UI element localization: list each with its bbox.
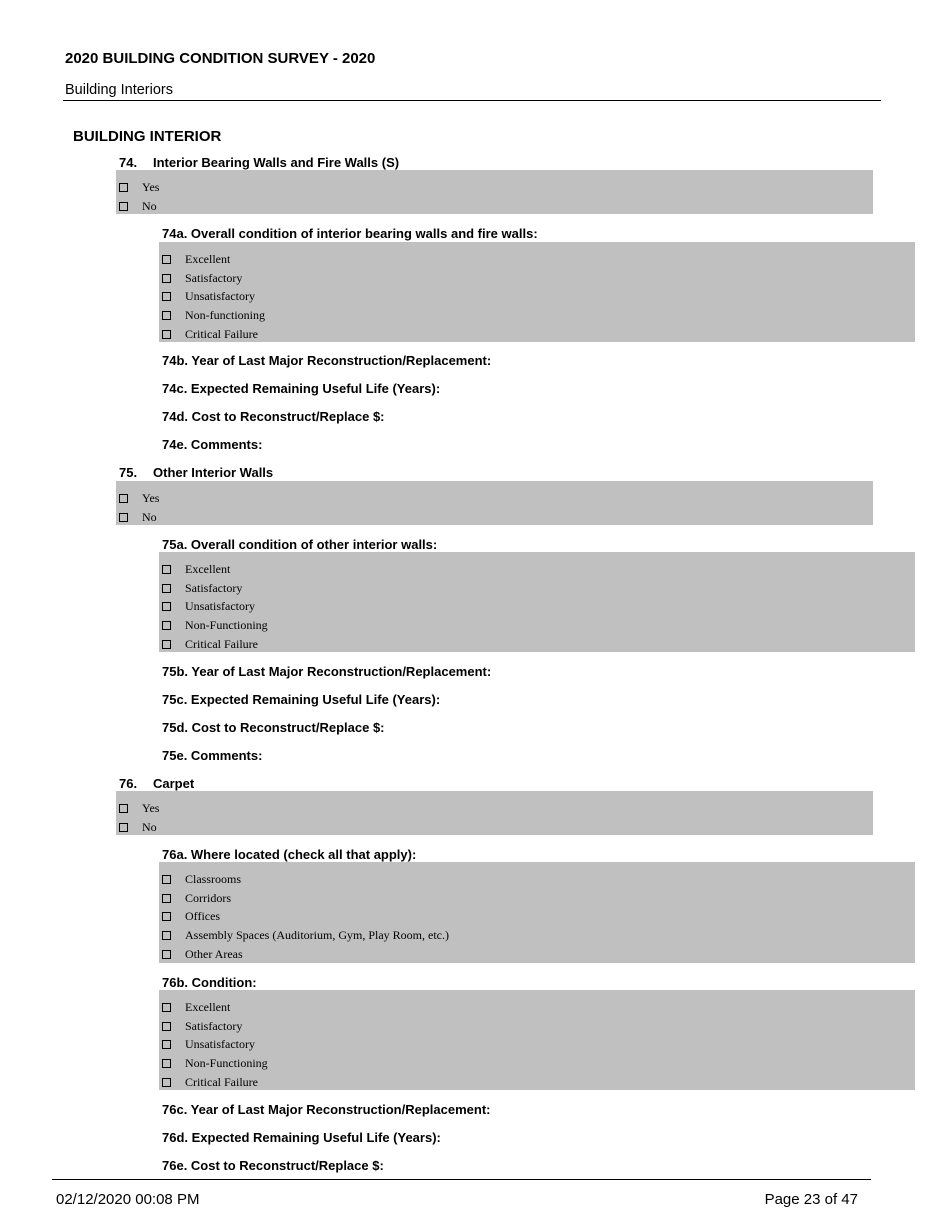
question-75e-label: 75e. Comments: xyxy=(162,748,263,763)
footer-datetime: 02/12/2020 00:08 PM xyxy=(56,1191,200,1208)
option-yes[interactable] xyxy=(119,799,159,818)
question-75-options xyxy=(116,481,873,525)
question-74d-label: 74d. Cost to Reconstruct/Replace $: xyxy=(162,409,385,424)
option-label: Offices xyxy=(185,909,221,924)
option-label: Yes xyxy=(142,490,160,505)
checkbox[interactable] xyxy=(162,274,171,283)
option-label: Other Areas xyxy=(185,946,243,961)
option-offices[interactable] xyxy=(162,907,220,926)
option-excellent[interactable] xyxy=(162,998,230,1017)
checkbox[interactable] xyxy=(119,823,128,832)
footer-divider xyxy=(52,1179,871,1180)
option-yes[interactable] xyxy=(119,489,159,508)
question-74-options xyxy=(116,170,873,214)
option-unsatisfactory[interactable] xyxy=(162,1035,255,1054)
checkbox[interactable] xyxy=(119,183,128,192)
question-75a-label: 75a. Overall condition of other interior walls: xyxy=(162,537,438,552)
option-non-functioning[interactable] xyxy=(162,1054,268,1073)
checkbox[interactable] xyxy=(162,950,171,959)
question-75-label: Other Interior Walls xyxy=(153,465,274,480)
question-75b-label: 75b. Year of Last Major Reconstruction/Replacement: xyxy=(162,664,492,679)
option-other-areas[interactable] xyxy=(162,945,243,964)
question-74a-label: 74a. Overall condition of interior bearing walls and fire walls: xyxy=(162,226,538,241)
option-excellent[interactable] xyxy=(162,250,230,269)
question-75-number: 75. xyxy=(119,465,138,480)
option-label: No xyxy=(142,819,157,834)
option-corridors[interactable] xyxy=(162,889,231,908)
option-label: No xyxy=(142,198,157,213)
option-critical-failure[interactable] xyxy=(162,1073,258,1092)
checkbox[interactable] xyxy=(162,912,171,921)
option-satisfactory[interactable] xyxy=(162,1017,242,1036)
question-74c-label: 74c. Expected Remaining Useful Life (Years): xyxy=(162,381,441,396)
option-critical-failure[interactable] xyxy=(162,325,258,344)
option-label: Excellent xyxy=(185,561,231,576)
question-75d-label: 75d. Cost to Reconstruct/Replace $: xyxy=(162,720,385,735)
checkbox[interactable] xyxy=(162,1040,171,1049)
option-excellent[interactable] xyxy=(162,560,230,579)
checkbox[interactable] xyxy=(162,931,171,940)
footer-page-number: Page 23 of 47 xyxy=(764,1191,858,1208)
option-label: Unsatisfactory xyxy=(185,599,255,614)
question-74 xyxy=(119,155,399,170)
option-label: Classrooms xyxy=(185,871,242,886)
checkbox[interactable] xyxy=(119,513,128,522)
document-subtitle: Building Interiors xyxy=(65,82,173,98)
question-74a-options xyxy=(159,242,915,342)
option-non-functioning[interactable] xyxy=(162,306,265,325)
question-76-label: Carpet xyxy=(153,776,195,791)
question-76-number: 76. xyxy=(119,776,138,791)
option-label: Excellent xyxy=(185,251,231,266)
option-satisfactory[interactable] xyxy=(162,579,242,598)
option-no[interactable] xyxy=(119,818,157,837)
option-no[interactable] xyxy=(119,508,157,527)
question-76-options xyxy=(116,791,873,835)
section-title: BUILDING INTERIOR xyxy=(73,128,222,145)
checkbox[interactable] xyxy=(162,1003,171,1012)
option-label: Yes xyxy=(142,800,160,815)
checkbox[interactable] xyxy=(162,255,171,264)
checkbox[interactable] xyxy=(162,584,171,593)
checkbox[interactable] xyxy=(162,292,171,301)
option-label: Corridors xyxy=(185,890,231,905)
option-label: Unsatisfactory xyxy=(185,1037,255,1052)
option-non-functioning[interactable] xyxy=(162,616,268,635)
question-76b-options xyxy=(159,990,915,1090)
option-label: Non-Functioning xyxy=(185,617,268,632)
question-75c-label: 75c. Expected Remaining Useful Life (Years): xyxy=(162,692,441,707)
option-assembly-spaces[interactable] xyxy=(162,926,449,945)
option-unsatisfactory[interactable] xyxy=(162,287,255,306)
question-76d-label: 76d. Expected Remaining Useful Life (Years): xyxy=(162,1130,441,1145)
option-label: Critical Failure xyxy=(185,636,258,651)
checkbox[interactable] xyxy=(162,565,171,574)
option-satisfactory[interactable] xyxy=(162,269,242,288)
checkbox[interactable] xyxy=(162,1022,171,1031)
document-title: 2020 BUILDING CONDITION SURVEY - 2020 xyxy=(65,50,376,67)
checkbox[interactable] xyxy=(162,640,171,649)
option-label: Critical Failure xyxy=(185,1074,258,1089)
question-76b-label: 76b. Condition: xyxy=(162,975,257,990)
checkbox[interactable] xyxy=(162,330,171,339)
option-label: Unsatisfactory xyxy=(185,289,255,304)
option-unsatisfactory[interactable] xyxy=(162,597,255,616)
checkbox[interactable] xyxy=(162,602,171,611)
checkbox[interactable] xyxy=(119,804,128,813)
question-75 xyxy=(119,465,273,480)
option-label: Assembly Spaces (Auditorium, Gym, Play Room, etc.) xyxy=(185,927,449,942)
checkbox[interactable] xyxy=(119,202,128,211)
option-label: Critical Failure xyxy=(185,326,258,341)
option-no[interactable] xyxy=(119,197,157,216)
checkbox[interactable] xyxy=(162,1078,171,1087)
option-classrooms[interactable] xyxy=(162,870,241,889)
option-label: Non-functioning xyxy=(185,307,265,322)
checkbox[interactable] xyxy=(162,1059,171,1068)
question-74-label: Interior Bearing Walls and Fire Walls (S) xyxy=(153,155,400,170)
question-74b-label: 74b. Year of Last Major Reconstruction/Replacement: xyxy=(162,353,492,368)
question-76e-label: 76e. Cost to Reconstruct/Replace $: xyxy=(162,1158,384,1173)
question-75a-options xyxy=(159,552,915,652)
header-divider xyxy=(63,100,881,101)
checkbox[interactable] xyxy=(162,311,171,320)
option-label: Yes xyxy=(142,179,160,194)
option-yes[interactable] xyxy=(119,178,159,197)
option-critical-failure[interactable] xyxy=(162,635,258,654)
option-label: Satisfactory xyxy=(185,1018,243,1033)
question-76 xyxy=(119,776,194,791)
checkbox[interactable] xyxy=(162,621,171,630)
option-label: Satisfactory xyxy=(185,580,243,595)
checkbox[interactable] xyxy=(162,894,171,903)
checkbox[interactable] xyxy=(119,494,128,503)
question-74e-label: 74e. Comments: xyxy=(162,437,263,452)
option-label: No xyxy=(142,509,157,524)
option-label: Non-Functioning xyxy=(185,1055,268,1070)
question-76a-options xyxy=(159,862,915,963)
checkbox[interactable] xyxy=(162,875,171,884)
option-label: Excellent xyxy=(185,999,231,1014)
option-label: Satisfactory xyxy=(185,270,243,285)
question-74-number: 74. xyxy=(119,155,138,170)
question-76c-label: 76c. Year of Last Major Reconstruction/Replacement: xyxy=(162,1102,491,1117)
question-76a-label: 76a. Where located (check all that apply): xyxy=(162,847,417,862)
